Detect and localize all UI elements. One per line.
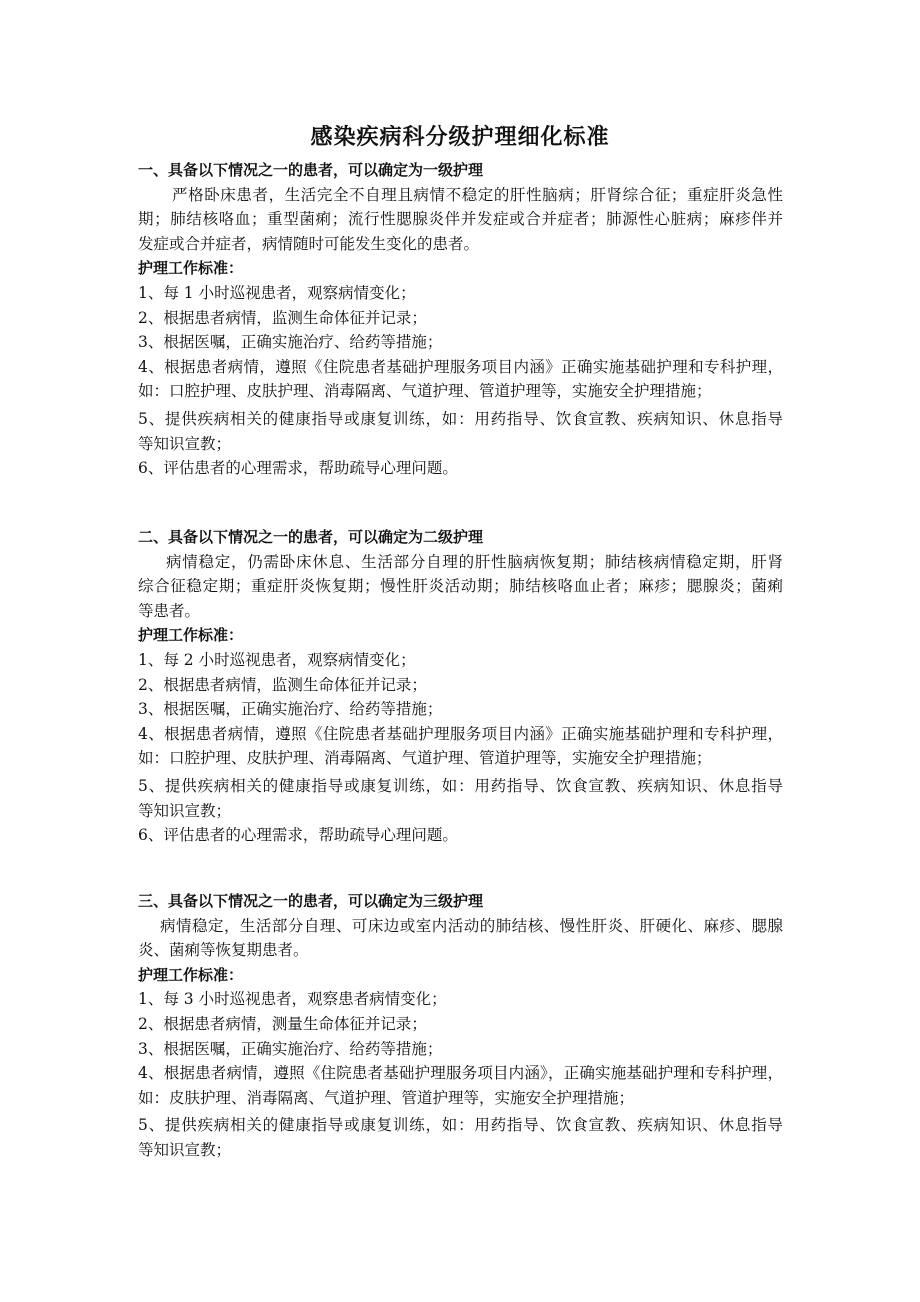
standard-item: 如：口腔护理、皮肤护理、消毒隔离、气道护理、管道护理等，实施安全护理措施； bbox=[138, 382, 712, 401]
description-line: 严格卧床患者，生活完全不自理且病情不稳定的肝性脑病；肝肾综合征；重症肝炎急性 bbox=[172, 185, 783, 204]
standard-item: 等知识宣教； bbox=[138, 434, 232, 453]
standard-item: 5、提供疾病相关的健康指导或康复训练，如：用药指导、饮食宣教、疾病知识、休息指导 bbox=[138, 409, 783, 428]
standard-item: 1、每 1 小时巡视患者，观察病情变化； bbox=[138, 283, 416, 302]
standard-item: 等知识宣教； bbox=[138, 1140, 232, 1159]
standard-item: 5、提供疾病相关的健康指导或康复训练，如：用药指导、饮食宣教、疾病知识、休息指导 bbox=[138, 776, 783, 795]
standard-item: 2、根据患者病情，监测生命体征并记录； bbox=[138, 675, 427, 694]
description-line: 病情稳定，生活部分自理、可床边或室内活动的肺结核、慢性肝炎、肝硬化、麻疹、腮腺 bbox=[160, 916, 783, 935]
standard-item: 2、根据患者病情，测量生命体征并记录； bbox=[138, 1014, 427, 1033]
standard-item: 如：皮肤护理、消毒隔离、气道护理、管道护理等，实施安全护理措施； bbox=[138, 1088, 635, 1107]
section-heading: 二、具备以下情况之一的患者，可以确定为二级护理 bbox=[138, 528, 484, 546]
standard-item: 等知识宣教； bbox=[138, 801, 232, 820]
standard-item: 1、每 3 小时巡视患者，观察患者病情变化； bbox=[138, 990, 447, 1009]
description-line: 发症或合并症者，病情随时可能发生变化的患者。 bbox=[138, 234, 480, 253]
description-line: 等患者。 bbox=[138, 601, 201, 620]
description-line: 炎、菌痢等恢复期患者。 bbox=[138, 941, 309, 960]
standard-item: 4、根据患者病情，遵照《住院患者基础护理服务项目内涵》正确实施基础护理和专科护理， bbox=[138, 357, 783, 376]
standard-label: 护理工作标准： bbox=[138, 259, 244, 278]
section-level-2 bbox=[138, 525, 783, 848]
standard-item: 3、根据医嘱，正确实施治疗、给药等措施； bbox=[138, 700, 443, 719]
description-line: 期；肺结核咯血；重型菌痢；流行性腮腺炎伴并发症或合并症者；肺源性心脏病；麻疹伴并 bbox=[138, 210, 783, 229]
standard-item: 如：口腔护理、皮肤护理、消毒隔离、气道护理、管道护理等，实施安全护理措施； bbox=[138, 749, 712, 768]
standard-item: 4、根据患者病情，遵照《住院患者基础护理服务项目内涵》正确实施基础护理和专科护理， bbox=[138, 724, 783, 743]
section-heading: 一、具备以下情况之一的患者，可以确定为一级护理 bbox=[138, 161, 484, 179]
standard-label: 护理工作标准： bbox=[138, 626, 244, 645]
standard-item: 6、评估患者的心理需求，帮助疏导心理问题。 bbox=[138, 826, 458, 845]
standard-item: 3、根据医嘱，正确实施治疗、给药等措施； bbox=[138, 333, 443, 352]
standard-item: 3、根据医嘱，正确实施治疗、给药等措施； bbox=[138, 1039, 443, 1058]
standard-item: 6、评估患者的心理需求，帮助疏导心理问题。 bbox=[138, 459, 458, 478]
section-level-1 bbox=[138, 158, 783, 481]
standard-item: 1、每 2 小时巡视患者，观察病情变化； bbox=[138, 650, 416, 669]
description-line: 病情稳定，仍需卧床休息、生活部分自理的肝性脑病恢复期；肺结核病情稳定期，肝肾 bbox=[166, 552, 783, 571]
standard-item: 5、提供疾病相关的健康指导或康复训练，如：用药指导、饮食宣教、疾病知识、休息指导 bbox=[138, 1116, 783, 1135]
standard-item: 2、根据患者病情，监测生命体征并记录； bbox=[138, 308, 427, 327]
standard-label: 护理工作标准： bbox=[138, 965, 244, 984]
description-line: 综合征稳定期；重症肝炎恢复期；慢性肝炎活动期；肺结核咯血止者；麻疹；腮腺炎；菌痢 bbox=[138, 577, 783, 596]
standard-item: 4、根据患者病情，遵照《住院患者基础护理服务项目内涵》，正确实施基础护理和专科护理， bbox=[138, 1064, 783, 1083]
document-title: 感染疾病科分级护理细化标准 bbox=[310, 125, 610, 150]
section-heading: 三、具备以下情况之一的患者，可以确定为三级护理 bbox=[138, 892, 484, 910]
section-level-3 bbox=[138, 889, 783, 1163]
